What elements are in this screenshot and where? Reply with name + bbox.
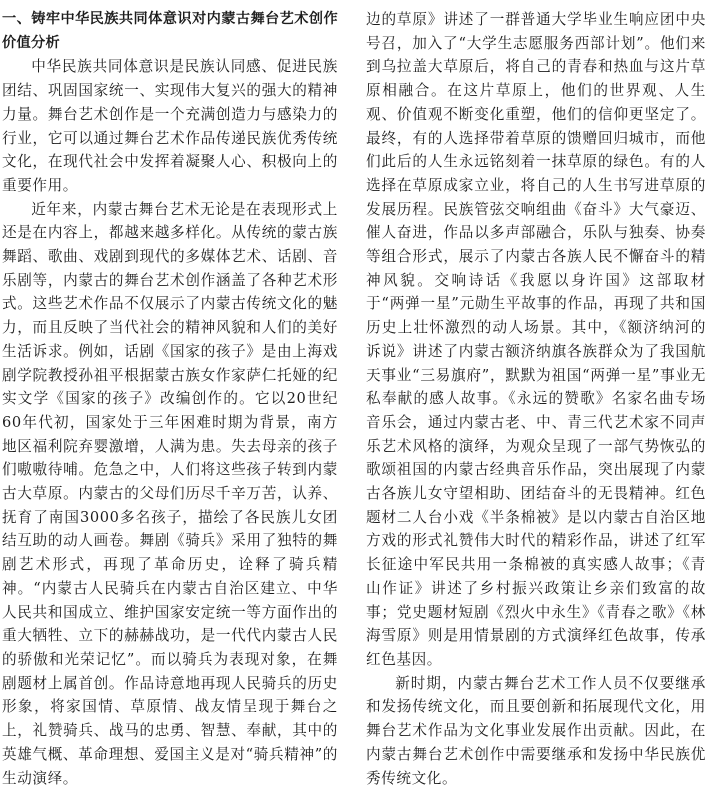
right-paragraph-2: 新时期，内蒙古舞台艺术工作人员不仅要继承和发扬传统文化，而且要创新和拓展现代文化，用舞台艺术作品为文化事业发展作出贡献。因此，在内蒙古舞台艺术创作中需要继承和发扬中华民族优秀传统文化。 bbox=[366, 674, 706, 787]
left-column bbox=[2, 8, 338, 787]
left-paragraph-1: 中华民族共同体意识是民族认同感、促进民族团结、巩固国家统一、实现伟大复兴的强大的精神力量。舞台艺术创作是一个充满创造力与感染力的行业，它可以通过舞台艺术作品传递民族优秀传统文化，在现代社会中发挥着凝聚人心、积极向上的重要作用。 bbox=[2, 58, 338, 194]
right-column bbox=[366, 8, 706, 787]
right-paragraph-1: 边的草原》讲述了一群普通大学毕业生响应团中央号召，加入了“大学生志愿服务西部计划”。他们来到乌拉盖大草原后，将自己的青春和热血与这片草原相融合。在这片草原上，他们的世界观、人生观、价值观不断变化重塑，他们的信仰更坚定了。最终，有的人选择带着草原的馈赠回归城市，而他们此后的人生永远铭刻着一抹草原的绿色。有的人选择在草原成家立业，将自己的人生书写进草原的发展历程。民族管弦交响组曲《奋斗》大气豪迈、催人奋进，作品以多声部融合，乐队与独奏、协奏等组合形式，展示了内蒙古各族人民不懈奋斗的精神风貌。交响诗话《我愿以身许国》这部取材于“两弹一星”元勋生平故事的作品，再现了共和国历史上壮怀激烈的动人场景。其中，《额济纳河的诉说》讲述了内蒙古额济纳旗各族群众为了我国航天事业“三易旗府”，默默为祖国“两弹一星”事业无私奉献的感人故事。《永远的赞歌》名家名曲专场音乐会，通过内蒙古老、中、青三代艺术家不同声乐艺术风格的演绎，为观众呈现了一部气势恢弘的歌颂祖国的内蒙古经典音乐作品，突出展现了内蒙古各族儿女守望相助、团结奋斗的无畏精神。红色题材二人台小戏《半条棉被》是以内蒙古自治区地方戏的形式礼赞伟大时代的精彩作品，讲述了红军长征途中军民共用一条棉被的真实感人故事；《青山作证》讲述了乡村振兴政策让乡亲们致富的故事；党史题材短剧《烈火中永生》《青春之歌》《林海雪原》则是用情景剧的方式演绎红色故事，传承红色基因。 bbox=[366, 11, 706, 668]
left-paragraph-2: 近年来，内蒙古舞台艺术无论是在表现形式上还是在内容上，都越来越多样化。从传统的蒙古族舞蹈、歌曲、戏剧到现代的多媒体艺术、话剧、音乐剧等，内蒙古的舞台艺术创作涵盖了各种艺术形式。这些艺术作品不仅展示了内蒙古传统文化的魅力，而且反映了当代社会的精神风貌和人们的美好生活诉求。例如，话剧《国家的孩子》是由上海戏剧学院教授孙祖平根据蒙古族女作家萨仁托娅的纪实文学《国家的孩子》改编创作的。它以20世纪60年代初，国家处于三年困难时期为背景，南方地区福利院弃婴激增，人满为患。失去母亲的孩子们嗷嗷待哺。危急之中，人们将这些孩子转到内蒙古大草原。内蒙古的父母们历尽千辛万苦，认养、抚育了南国3000多名孩子，描绘了各民族儿女团结互助的动人画卷。舞剧《骑兵》采用了独特的舞剧艺术形式，再现了革命历史，诠释了骑兵精神。“内蒙古人民骑兵在内蒙古自治区建立、中华人民共和国成立、维护国家安定统一等方面作出的重大牺牲、立下的赫赫战功，是一代代内蒙古人民的骄傲和光荣记忆”。而以骑兵为表现对象，在舞剧题材上属首创。作品诗意地再现人民骑兵的历史形象，将家国情、草原情、战友情呈现于舞台之上，礼赞骑兵、战马的忠勇、智慧、奉献，其中的英雄气概、革命理想、爱国主义是对“骑兵精神”的生动演绎。 bbox=[2, 200, 338, 787]
section-heading: 一、铸牢中华民族共同体意识对内蒙古舞台艺术创作价值分析 bbox=[2, 11, 338, 51]
